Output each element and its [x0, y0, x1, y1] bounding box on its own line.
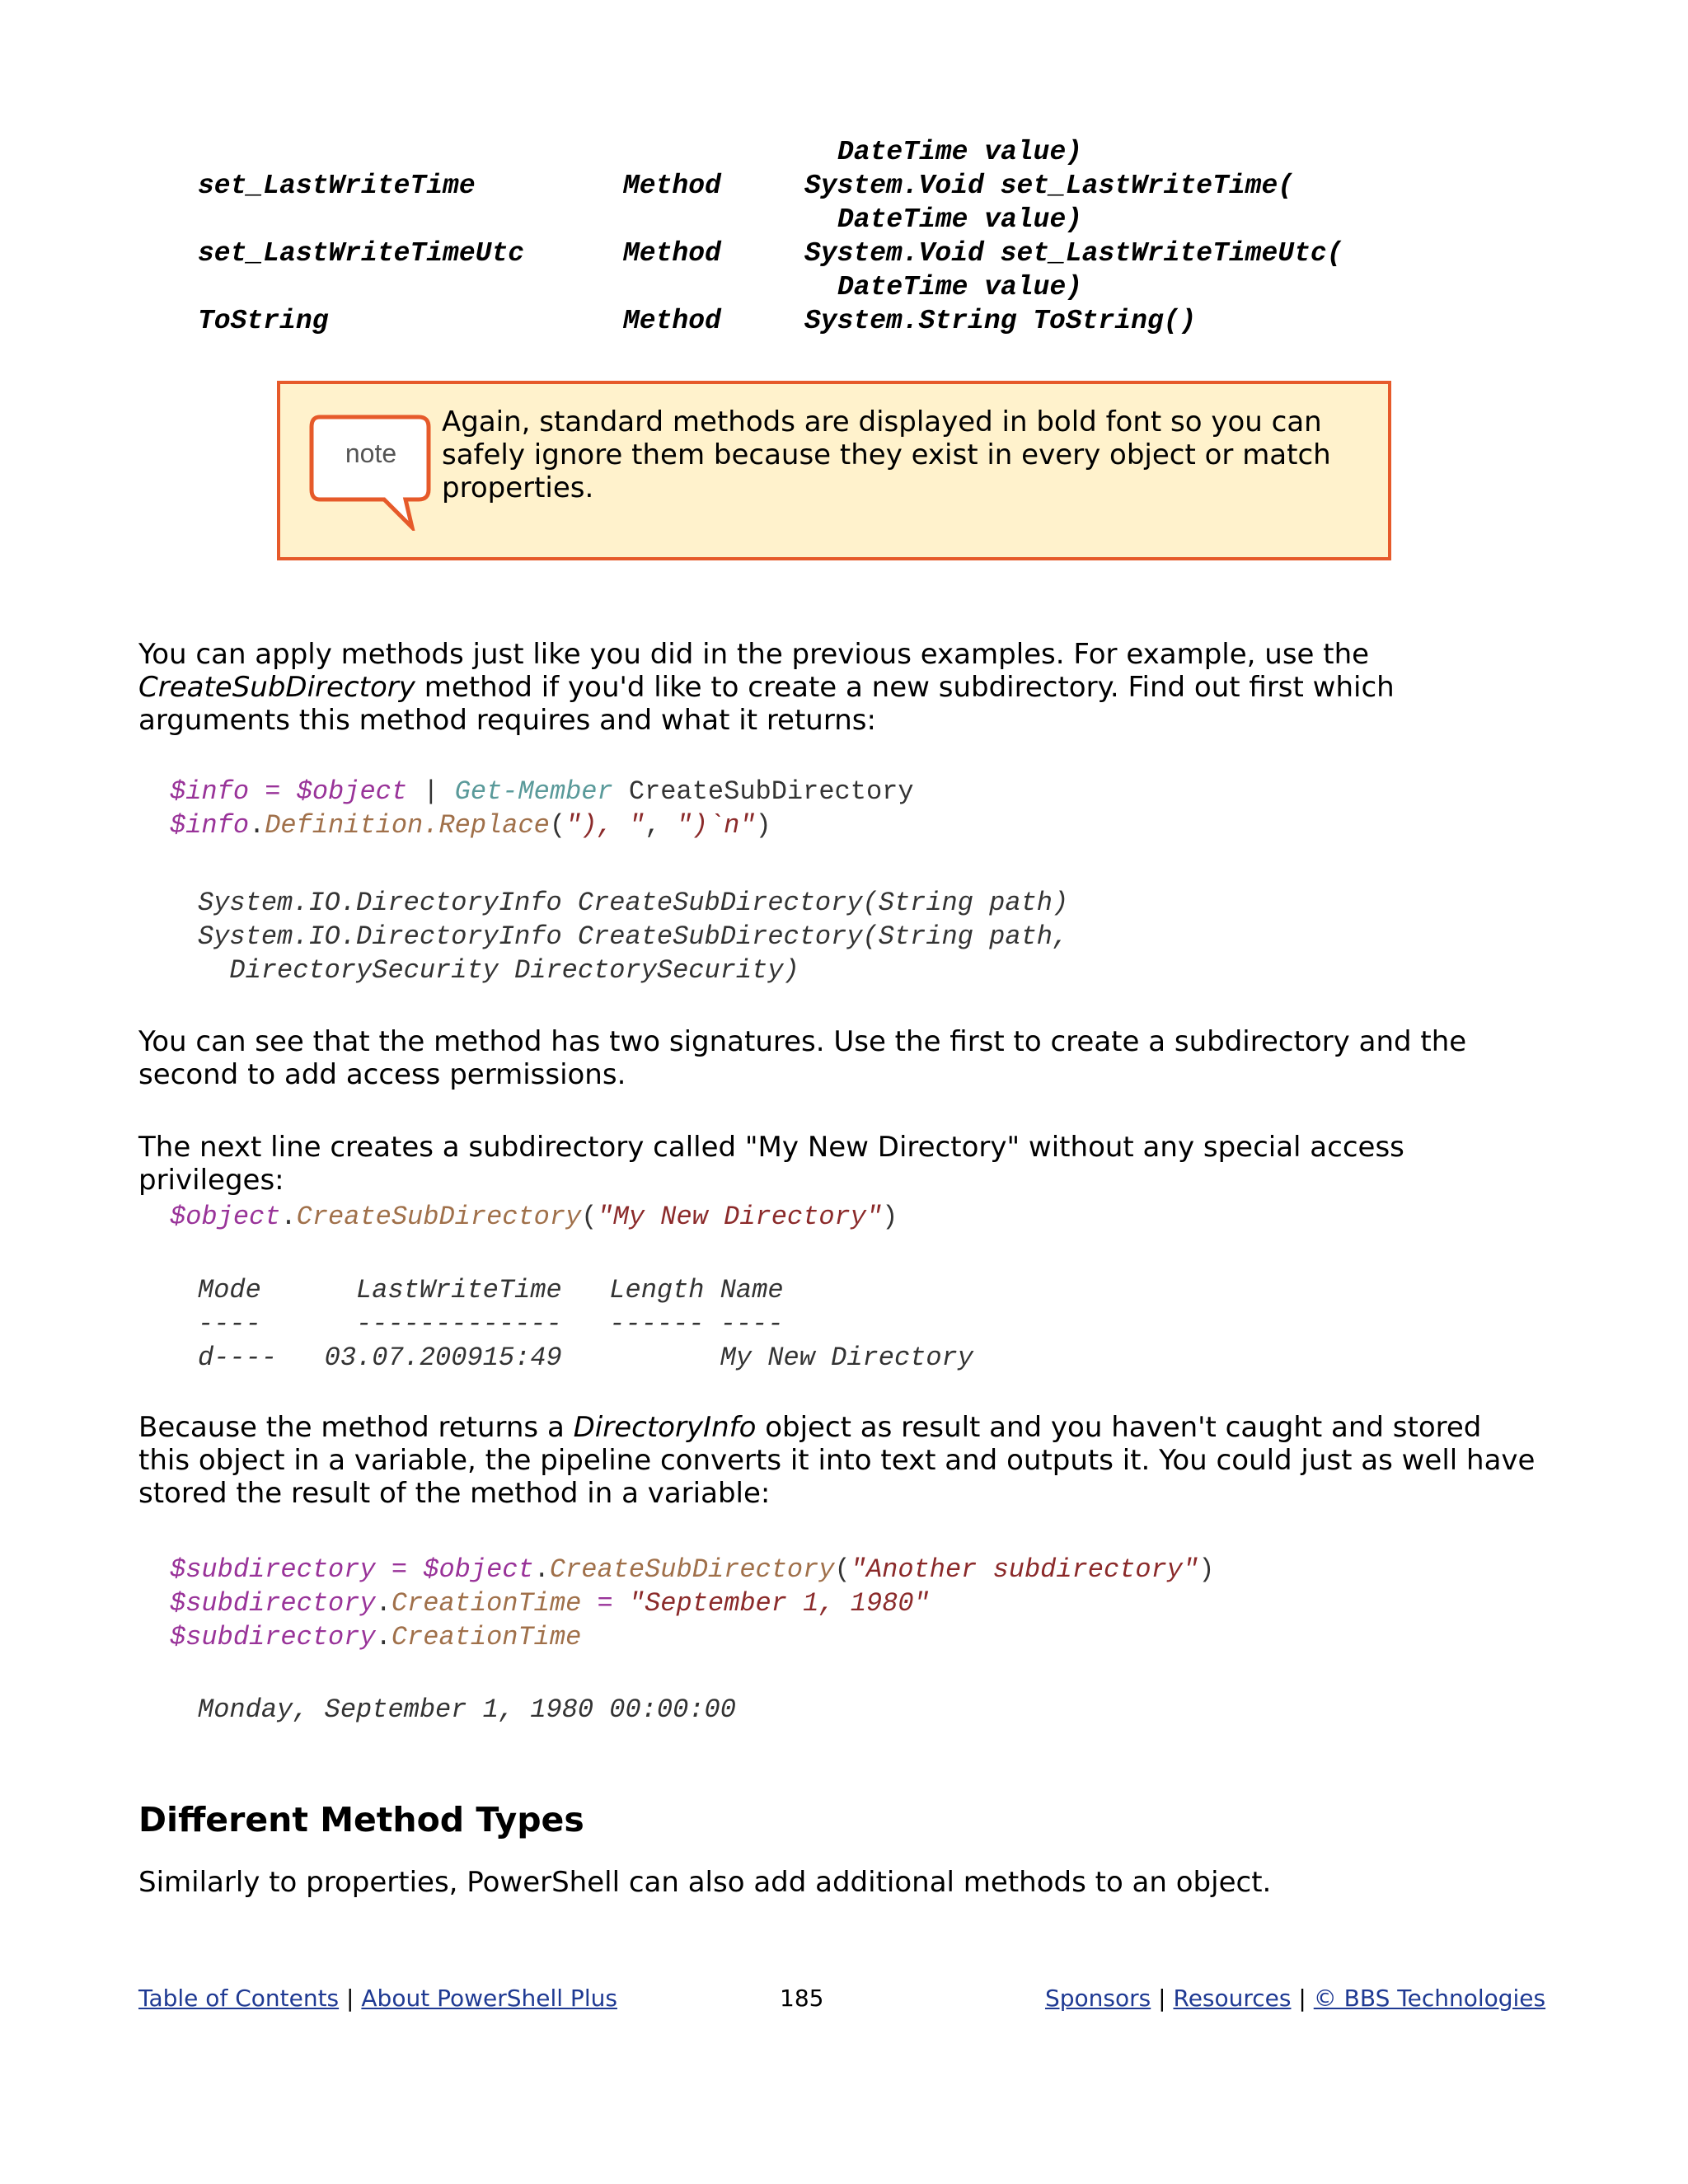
code-line: $subdirectory.CreationTime — [170, 1622, 582, 1652]
footer-right — [1045, 1985, 1545, 2012]
output-line: ---- ------------- ------ ---- — [198, 1309, 784, 1339]
footer-separator: | — [346, 1985, 354, 2012]
output-line: Monday, September 1, 1980 00:00:00 — [198, 1694, 736, 1725]
output-line: System.IO.DirectoryInfo CreateSubDirectory(String path, — [198, 921, 1069, 952]
method-type: Method — [623, 238, 721, 269]
method-definition: System.Void set_LastWriteTime( — [804, 171, 1295, 201]
method-definition: System.Void set_LastWriteTimeUtc( — [804, 238, 1343, 269]
paragraph: You can see that the method has two signatures. Use the first to create a subdirectory and the second to add access permissions. — [138, 1025, 1467, 1091]
note-text: Again, standard methods are displayed in bold font so you can safely ignore them because they exist in every object or match properties. — [442, 405, 1331, 504]
method-definition-cont: DateTime value) — [837, 272, 1083, 302]
note-bubble-icon — [308, 414, 434, 531]
code-line: $subdirectory.CreationTime = "September 1, 1980" — [170, 1588, 930, 1619]
paragraph: The next line creates a subdirectory called "My New Directory" without any special access privileges: — [138, 1131, 1404, 1197]
page-number: 185 — [780, 1985, 824, 2012]
code-line: $info.Definition.Replace("), ", ")`n") — [170, 810, 771, 841]
note-icon-label: note — [345, 438, 397, 468]
output-line: DirectorySecurity DirectorySecurity) — [198, 955, 799, 986]
output-line: System.IO.DirectoryInfo CreateSubDirectory(String path) — [198, 888, 1069, 918]
method-definition-cont: DateTime value) — [837, 204, 1083, 235]
toc-link[interactable]: Table of Contents — [138, 1985, 340, 2012]
method-name: set_LastWriteTimeUtc — [198, 238, 525, 269]
footer-separator: | — [1298, 1985, 1306, 2012]
method-type: Method — [623, 306, 721, 336]
code-line: $subdirectory = $object.CreateSubDirectory("Another subdirectory") — [170, 1554, 1215, 1585]
resources-link[interactable]: Resources — [1173, 1985, 1292, 2012]
method-name: ToString — [198, 306, 329, 336]
output-line: d---- 03.07.200915:49 My New Directory — [198, 1343, 973, 1373]
paragraph: Because the method returns a DirectoryInfo object as result and you haven't caught and stored this object in a variable, the pipeline converts it into text and outputs it. You could just as well have stored the result of the method in a variable: — [138, 1411, 1536, 1510]
code-line: $object.CreateSubDirectory("My New Directory") — [170, 1202, 898, 1232]
sponsors-link[interactable]: Sponsors — [1045, 1985, 1151, 2012]
method-definition: System.String ToString() — [804, 306, 1197, 336]
note-box — [277, 381, 1391, 560]
code-line: $info = $object | Get-Member CreateSubDirectory — [170, 776, 914, 807]
method-type: Method — [623, 171, 721, 201]
footer-left — [138, 1985, 617, 2012]
paragraph: Similarly to properties, PowerShell can also add additional methods to an object. — [138, 1866, 1272, 1899]
paragraph: You can apply methods just like you did in the previous examples. For example, use the CreateSubDirectory method if you'd like to create a new subdirectory. Find out first which arguments this method requires and what it returns: — [138, 638, 1395, 737]
about-link[interactable]: About PowerShell Plus — [361, 1985, 617, 2012]
method-def-continuation: DateTime value) — [837, 137, 1083, 167]
footer-separator: | — [1158, 1985, 1166, 2012]
output-line: Mode LastWriteTime Length Name — [198, 1275, 784, 1305]
section-heading: Different Method Types — [138, 1800, 584, 1840]
method-name: set_LastWriteTime — [198, 171, 476, 201]
copyright-link[interactable]: © BBS Technologies — [1313, 1985, 1546, 2012]
